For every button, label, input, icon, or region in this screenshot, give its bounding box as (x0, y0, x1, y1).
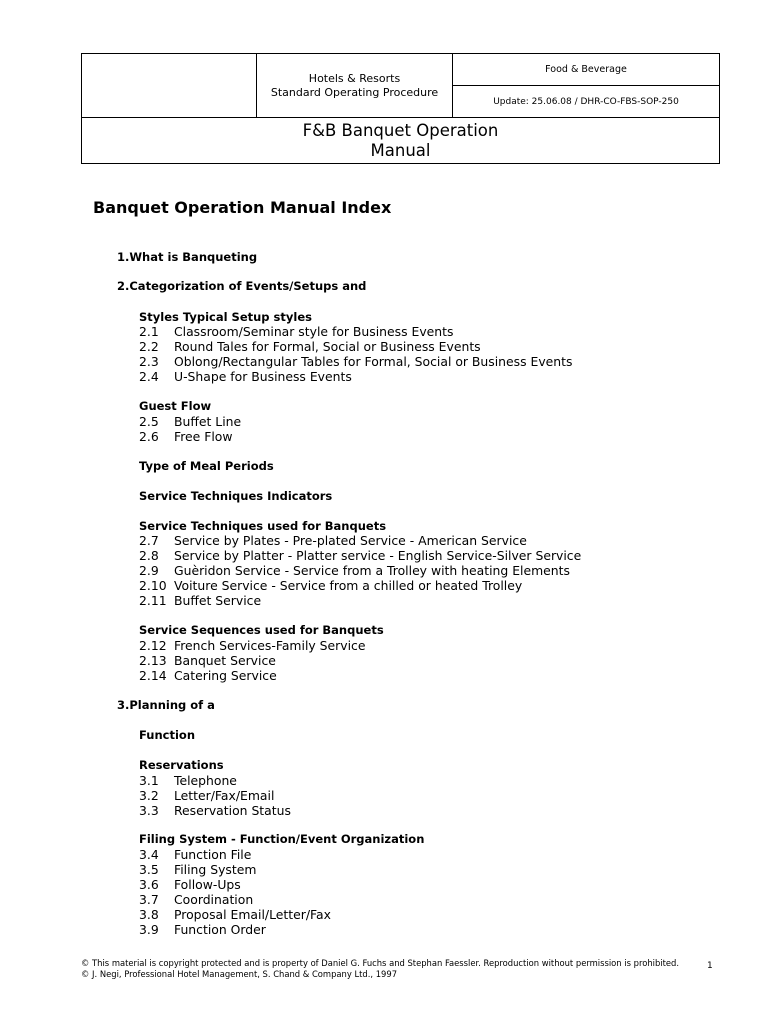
subheading-function: Function (139, 728, 196, 742)
item-text: Function Order (174, 922, 266, 937)
update-cell (453, 86, 719, 117)
item-text: Service by Platter - Platter service - English Service-Silver Service (174, 548, 582, 563)
item-text: Function File (174, 847, 252, 862)
page-number: 1 (707, 961, 713, 971)
item-number: 2.11 (139, 593, 167, 608)
item-number: 2.5 (139, 414, 159, 429)
item-text: Follow-Ups (174, 877, 241, 892)
item-text: Buffet Service (174, 593, 262, 608)
item-text: Free Flow (174, 429, 233, 444)
item-text: Letter/Fax/Email (174, 788, 275, 803)
subheading-meal-periods: Type of Meal Periods (139, 459, 274, 473)
organization-cell (257, 54, 453, 117)
item-text: Guèridon Service - Service from a Trolley with heating Elements (174, 563, 570, 578)
sop-label: Standard Operating Procedure (270, 85, 439, 99)
copyright-line-2: © J. Negi, Professional Hotel Management, S. Chand & Company Ltd., 1997 (81, 969, 398, 979)
subheading-sequences: Service Sequences used for Banquets (139, 623, 384, 637)
item-text: Coordination (174, 892, 254, 907)
subheading-filing-system: Filing System - Function/Event Organization (139, 832, 425, 846)
item-number: 3.5 (139, 862, 159, 877)
copyright-line-1: © This material is copyright protected and is property of Daniel G. Fuchs and Stephan Faessler. Reproduction without permission is prohibited. (81, 958, 680, 968)
department-label: Food & Beverage (545, 64, 627, 75)
item-text: Telephone (174, 773, 237, 788)
item-number: 2.14 (139, 668, 167, 683)
item-text: Banquet Service (174, 653, 276, 668)
subheading-reservations: Reservations (139, 758, 224, 772)
item-number: 3.4 (139, 847, 159, 862)
item-number: 2.9 (139, 563, 159, 578)
item-text: Buffet Line (174, 414, 242, 429)
subheading-indicators: Service Techniques Indicators (139, 489, 333, 503)
index-title: Banquet Operation Manual Index (93, 198, 392, 217)
item-number: 2.2 (139, 339, 159, 354)
subheading-setup-styles: Styles Typical Setup styles (139, 310, 312, 324)
item-text: Service by Plates - Pre-plated Service - American Service (174, 533, 527, 548)
item-number: 2.12 (139, 638, 167, 653)
item-number: 2.7 (139, 533, 159, 548)
header-table (81, 53, 720, 164)
organization-name: Hotels & Resorts (308, 71, 401, 85)
item-number: 2.13 (139, 653, 167, 668)
item-text: Voiture Service - Service from a chilled or heated Trolley (174, 578, 523, 593)
item-number: 2.4 (139, 369, 159, 384)
copyright-footer (81, 958, 679, 980)
logo-cell (82, 54, 257, 117)
manual-title-line2: Manual (370, 140, 431, 160)
item-number: 2.10 (139, 578, 167, 593)
item-text: Oblong/Rectangular Tables for Formal, Social or Business Events (174, 354, 573, 369)
item-text: Proposal Email/Letter/Fax (174, 907, 331, 922)
department-cell (453, 54, 719, 86)
section-1-heading: 1.What is Banqueting (117, 250, 258, 264)
item-number: 2.6 (139, 429, 159, 444)
item-text: Filing System (174, 862, 257, 877)
item-number: 3.6 (139, 877, 159, 892)
item-number: 3.1 (139, 773, 159, 788)
section-3-heading: 3.Planning of a (117, 698, 215, 712)
item-text: Reservation Status (174, 803, 291, 818)
item-text: U-Shape for Business Events (174, 369, 352, 384)
manual-title-line1: F&B Banquet Operation (302, 120, 499, 140)
item-number: 2.8 (139, 548, 159, 563)
item-number: 3.7 (139, 892, 159, 907)
item-text: Catering Service (174, 668, 277, 683)
item-text: Round Tales for Formal, Social or Business Events (174, 339, 481, 354)
item-text: French Services-Family Service (174, 638, 366, 653)
subheading-guest-flow: Guest Flow (139, 399, 212, 413)
item-number: 3.2 (139, 788, 159, 803)
item-number: 2.1 (139, 324, 159, 339)
update-label: Update: 25.06.08 / DHR-CO-FBS-SOP-250 (493, 96, 679, 107)
item-number: 3.8 (139, 907, 159, 922)
section-2-heading: 2.Categorization of Events/Setups and (117, 279, 367, 293)
item-text: Classroom/Seminar style for Business Events (174, 324, 454, 339)
item-number: 3.9 (139, 922, 159, 937)
item-number: 2.3 (139, 354, 159, 369)
subheading-techniques: Service Techniques used for Banquets (139, 519, 387, 533)
item-number: 3.3 (139, 803, 159, 818)
manual-title-cell (82, 117, 719, 163)
